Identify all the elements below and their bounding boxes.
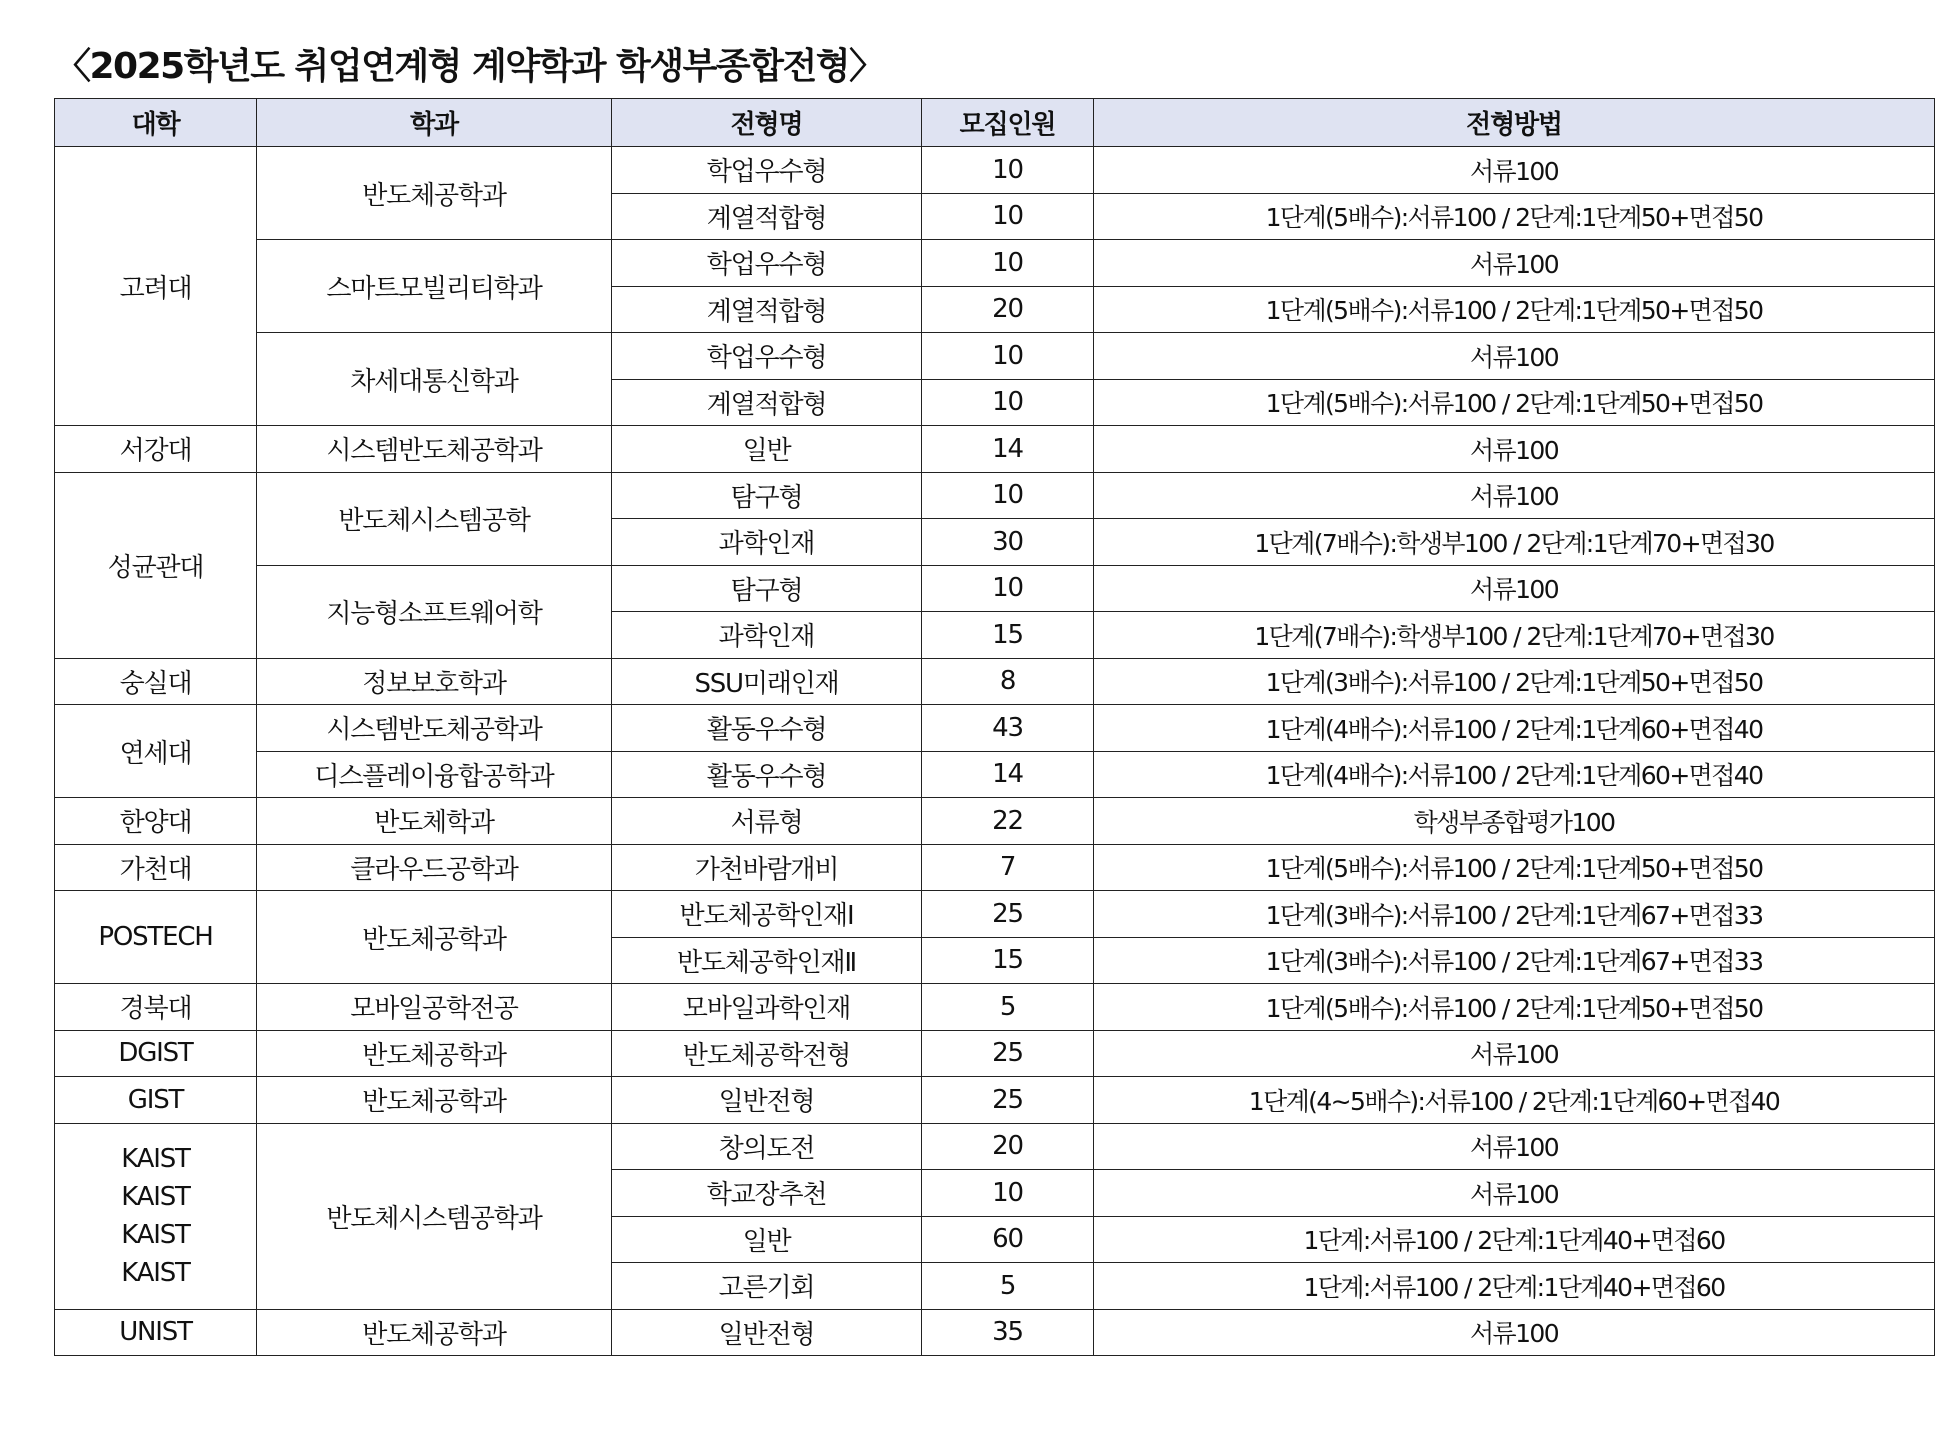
track-cell: 반도체공학인재Ⅰ	[612, 891, 922, 938]
university-cell: 고려대	[55, 147, 257, 426]
track-cell: 탐구형	[612, 565, 922, 612]
header-quota: 모집인원	[922, 99, 1094, 147]
admission-table	[54, 98, 1935, 1356]
quota-cell: 10	[922, 240, 1094, 287]
table-row	[55, 147, 1935, 194]
track-cell: 활동우수형	[612, 705, 922, 752]
method-cell: 서류100	[1094, 240, 1935, 287]
table-row	[55, 658, 1935, 705]
university-name-line: KAIST	[121, 1258, 190, 1288]
track-cell: 과학인재	[612, 519, 922, 566]
university-name-line: KAIST	[121, 1182, 190, 1212]
track-cell: 창의도전	[612, 1123, 922, 1170]
header-department: 학과	[257, 99, 612, 147]
quota-cell: 10	[922, 1170, 1094, 1217]
department-cell: 차세대통신학과	[257, 333, 612, 426]
department-cell: 반도체공학과	[257, 891, 612, 984]
quota-cell: 25	[922, 891, 1094, 938]
table-row	[55, 333, 1935, 380]
track-cell: 반도체공학인재Ⅱ	[612, 937, 922, 984]
department-cell: 반도체공학과	[257, 147, 612, 240]
track-cell: 일반전형	[612, 1077, 922, 1124]
quota-cell: 43	[922, 705, 1094, 752]
university-cell: 한양대	[55, 798, 257, 845]
track-cell: 학업우수형	[612, 240, 922, 287]
method-cell: 서류100	[1094, 1309, 1935, 1356]
track-cell: 활동우수형	[612, 751, 922, 798]
quota-cell: 22	[922, 798, 1094, 845]
table-row	[55, 565, 1935, 612]
method-cell: 학생부종합평가100	[1094, 798, 1935, 845]
department-cell: 클라우드공학과	[257, 844, 612, 891]
method-cell: 1단계(4배수):서류100 / 2단계:1단계60+면접40	[1094, 751, 1935, 798]
table-row	[55, 1077, 1935, 1124]
department-cell: 반도체시스템공학	[257, 472, 612, 565]
quota-cell: 5	[922, 1263, 1094, 1310]
track-cell: 계열적합형	[612, 379, 922, 426]
method-cell: 1단계:서류100 / 2단계:1단계40+면접60	[1094, 1263, 1935, 1310]
quota-cell: 10	[922, 333, 1094, 380]
department-cell: 반도체공학과	[257, 1030, 612, 1077]
department-cell: 모바일공학전공	[257, 984, 612, 1031]
track-cell: 반도체공학전형	[612, 1030, 922, 1077]
table-row	[55, 798, 1935, 845]
department-cell: 정보보호학과	[257, 658, 612, 705]
quota-cell: 10	[922, 565, 1094, 612]
track-cell: 모바일과학인재	[612, 984, 922, 1031]
track-cell: 학업우수형	[612, 333, 922, 380]
method-cell: 서류100	[1094, 1123, 1935, 1170]
quota-cell: 5	[922, 984, 1094, 1031]
department-cell: 디스플레이융합공학과	[257, 751, 612, 798]
quota-cell: 25	[922, 1077, 1094, 1124]
method-cell: 1단계(3배수):서류100 / 2단계:1단계50+면접50	[1094, 658, 1935, 705]
quota-cell: 15	[922, 612, 1094, 659]
quota-cell: 10	[922, 193, 1094, 240]
university-cell: DGIST	[55, 1030, 257, 1077]
department-cell: 반도체시스템공학과	[257, 1123, 612, 1309]
university-cell	[55, 1123, 257, 1309]
method-cell: 1단계(5배수):서류100 / 2단계:1단계50+면접50	[1094, 286, 1935, 333]
track-cell: 고른기회	[612, 1263, 922, 1310]
method-cell: 1단계(5배수):서류100 / 2단계:1단계50+면접50	[1094, 193, 1935, 240]
track-cell: 서류형	[612, 798, 922, 845]
quota-cell: 10	[922, 379, 1094, 426]
quota-cell: 14	[922, 426, 1094, 473]
university-cell: GIST	[55, 1077, 257, 1124]
quota-cell: 20	[922, 286, 1094, 333]
quota-cell: 8	[922, 658, 1094, 705]
method-cell: 1단계(3배수):서류100 / 2단계:1단계67+면접33	[1094, 937, 1935, 984]
track-cell: 계열적합형	[612, 286, 922, 333]
department-cell: 반도체공학과	[257, 1077, 612, 1124]
track-cell: 일반전형	[612, 1309, 922, 1356]
method-cell: 1단계(5배수):서류100 / 2단계:1단계50+면접50	[1094, 844, 1935, 891]
department-cell: 시스템반도체공학과	[257, 705, 612, 752]
table-row	[55, 472, 1935, 519]
track-cell: 가천바람개비	[612, 844, 922, 891]
quota-cell: 10	[922, 147, 1094, 194]
university-cell: 서강대	[55, 426, 257, 473]
header-method: 전형방법	[1094, 99, 1935, 147]
quota-cell: 20	[922, 1123, 1094, 1170]
university-name-line: KAIST	[121, 1144, 190, 1174]
department-cell: 시스템반도체공학과	[257, 426, 612, 473]
method-cell: 1단계:서류100 / 2단계:1단계40+면접60	[1094, 1216, 1935, 1263]
method-cell: 1단계(7배수):학생부100 / 2단계:1단계70+면접30	[1094, 612, 1935, 659]
department-cell: 스마트모빌리티학과	[257, 240, 612, 333]
track-cell: 일반	[612, 426, 922, 473]
track-cell: 학교장추천	[612, 1170, 922, 1217]
method-cell: 서류100	[1094, 147, 1935, 194]
track-cell: 과학인재	[612, 612, 922, 659]
track-cell: 학업우수형	[612, 147, 922, 194]
quota-cell: 10	[922, 472, 1094, 519]
table-row	[55, 891, 1935, 938]
university-cell: 경북대	[55, 984, 257, 1031]
quota-cell: 35	[922, 1309, 1094, 1356]
method-cell: 1단계(4배수):서류100 / 2단계:1단계60+면접40	[1094, 705, 1935, 752]
university-cell: 가천대	[55, 844, 257, 891]
quota-cell: 15	[922, 937, 1094, 984]
table-header-row	[55, 99, 1935, 147]
method-cell: 1단계(4∼5배수):서류100 / 2단계:1단계60+면접40	[1094, 1077, 1935, 1124]
table-row	[55, 751, 1935, 798]
track-cell: 탐구형	[612, 472, 922, 519]
table-row	[55, 1309, 1935, 1356]
method-cell: 1단계(7배수):학생부100 / 2단계:1단계70+면접30	[1094, 519, 1935, 566]
quota-cell: 25	[922, 1030, 1094, 1077]
quota-cell: 60	[922, 1216, 1094, 1263]
department-cell: 반도체학과	[257, 798, 612, 845]
department-cell: 반도체공학과	[257, 1309, 612, 1356]
university-cell: POSTECH	[55, 891, 257, 984]
header-university: 대학	[55, 99, 257, 147]
quota-cell: 14	[922, 751, 1094, 798]
table-row	[55, 240, 1935, 287]
quota-cell: 30	[922, 519, 1094, 566]
track-cell: 일반	[612, 1216, 922, 1263]
table-row	[55, 705, 1935, 752]
method-cell: 서류100	[1094, 565, 1935, 612]
method-cell: 서류100	[1094, 1170, 1935, 1217]
page-title: 〈2025학년도 취업연계형 계약학과 학생부종합전형〉	[55, 46, 884, 87]
university-cell: UNIST	[55, 1309, 257, 1356]
method-cell: 1단계(5배수):서류100 / 2단계:1단계50+면접50	[1094, 379, 1935, 426]
quota-cell: 7	[922, 844, 1094, 891]
table-row	[55, 844, 1935, 891]
table-row	[55, 984, 1935, 1031]
method-cell: 서류100	[1094, 472, 1935, 519]
university-cell: 숭실대	[55, 658, 257, 705]
table-row	[55, 1123, 1935, 1170]
department-cell: 지능형소프트웨어학	[257, 565, 612, 658]
track-cell: SSU미래인재	[612, 658, 922, 705]
table-row	[55, 1030, 1935, 1077]
method-cell: 서류100	[1094, 1030, 1935, 1077]
university-cell: 연세대	[55, 705, 257, 798]
method-cell: 서류100	[1094, 333, 1935, 380]
method-cell: 1단계(3배수):서류100 / 2단계:1단계67+면접33	[1094, 891, 1935, 938]
method-cell: 1단계(5배수):서류100 / 2단계:1단계50+면접50	[1094, 984, 1935, 1031]
university-cell: 성균관대	[55, 472, 257, 658]
header-track: 전형명	[612, 99, 922, 147]
university-name-line: KAIST	[121, 1220, 190, 1250]
track-cell: 계열적합형	[612, 193, 922, 240]
table-row	[55, 426, 1935, 473]
method-cell: 서류100	[1094, 426, 1935, 473]
